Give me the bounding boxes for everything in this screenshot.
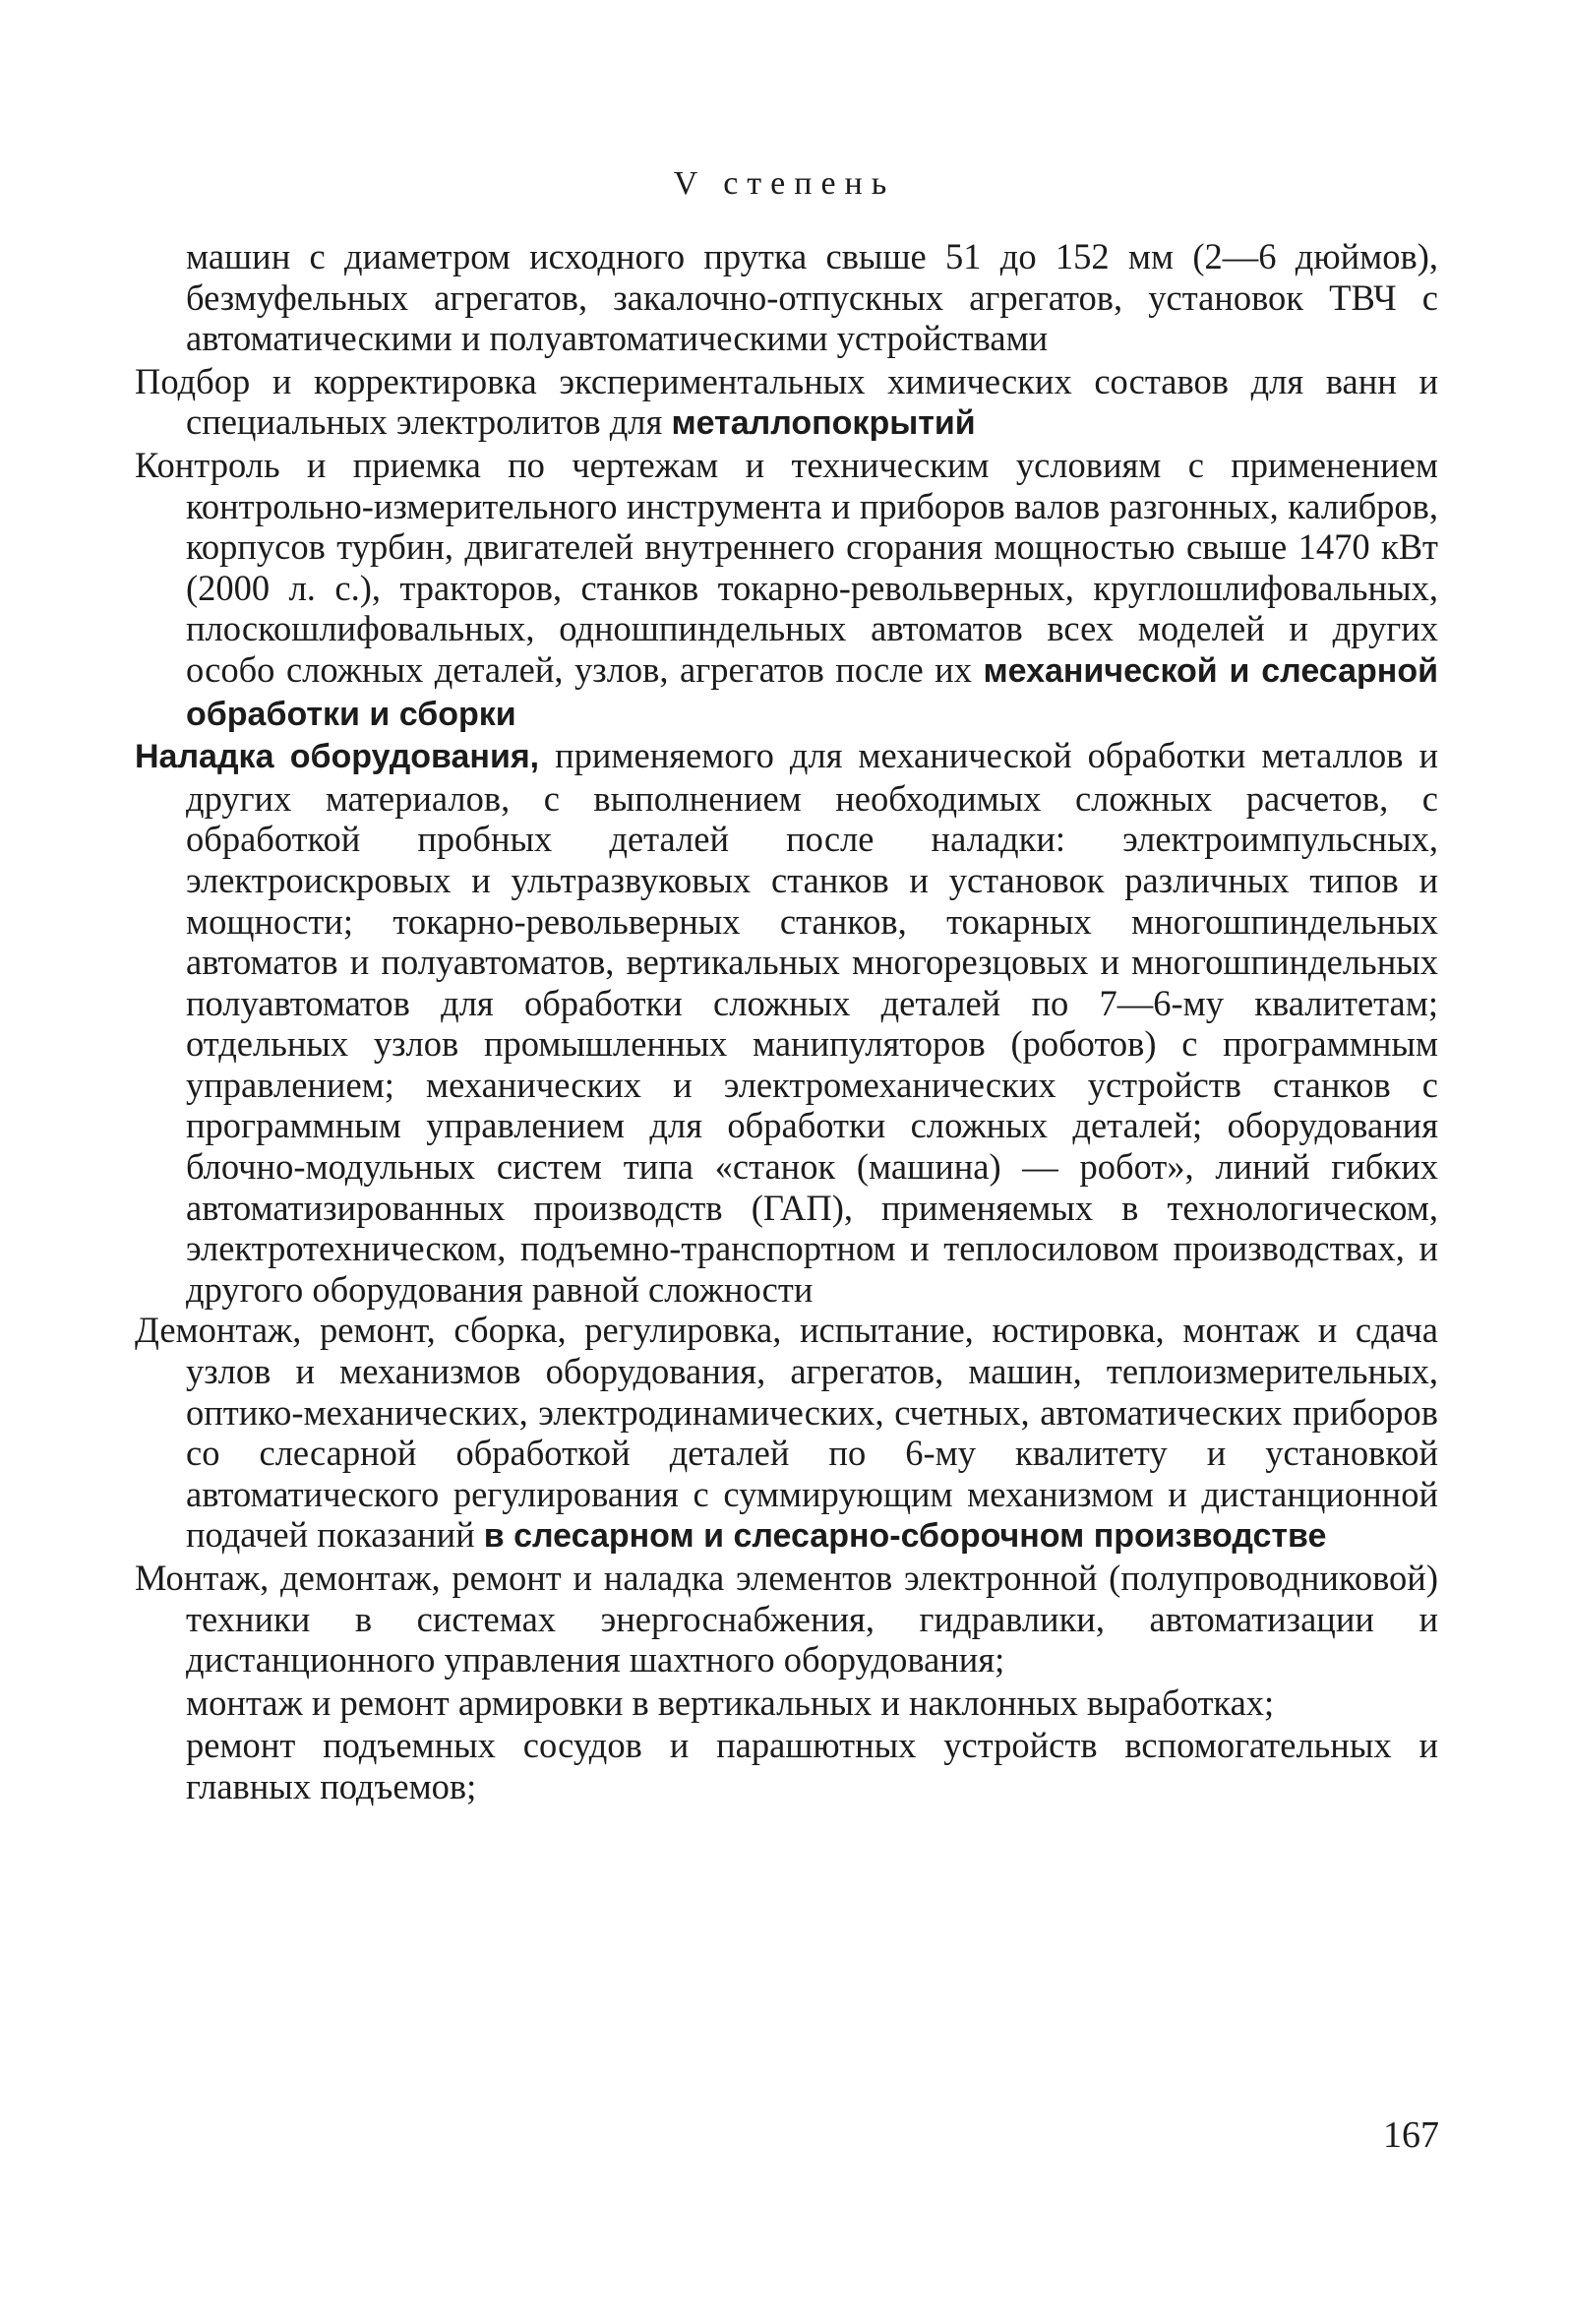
paragraph-entry <box>135 1558 1438 1682</box>
paragraph-text: монтаж и ремонт армировки в вертикальных и наклонных выработках; <box>186 1682 1275 1723</box>
paragraph-text: Подбор и корректировка экспериментальных химических составов для ванн и специальных электролитов для <box>135 360 1438 443</box>
paragraph-entry <box>135 1310 1438 1558</box>
paragraph-text: Контроль и приемка по чертежам и техническим условиям с применением контрольно-измерительного инструмента и приборов валов разгонных, калибров, корпусов турбин, двигателей внутреннего сгорания мощностью свыше 1470 кВт (2000 л. с.), тракторов, станков токарно-револьверных, круглошлифовальных, плоскошлифовальных, одношпиндельных автоматов всех моделей и других особо сложных деталей, узлов, агрегатов после их <box>135 444 1438 690</box>
paragraph-text: применяемого для механической обработки металлов и других материалов, с выполнением необходимых сложных расчетов, с обработкой пробных деталей после наладки: электроимпульсных, электроискровых и ультразвуковых станков и установок различных типов и мощности; токарно-револьверных станков, токарных многошпиндельных автоматов и полуавтоматов, вертикальных многорезцовых и многошпиндельных полуавтоматов для обработки сложных деталей по 7—6-му квалитетам; отдельных узлов промышленных манипуляторов (роботов) с программным управлением; механических и электромеханических устройств станков с программным управлением для обработки сложных деталей; оборудования блочно-модульных систем типа «станок (машина) — робот», линий гибких автоматизированных производств (ГАП), применяемых в технологическом, электротехническом, подъемно-транспортном и теплосиловом производствах, и другого оборудования равной сложности <box>186 735 1439 1310</box>
paragraph-entry <box>135 361 1438 445</box>
paragraph-entry <box>135 445 1438 735</box>
paragraph-bold: в слесарном и слесарно-сборочном производстве <box>483 1517 1327 1556</box>
running-title: V степень <box>673 165 896 202</box>
page-number: 167 <box>1383 2114 1439 2156</box>
paragraph-text: машин с диаметром исходного прутка свыше 51 до 152 мм (2—6 дюймов), безмуфельных агрегатов, закалочно-отпускных агрегатов, установок ТВЧ с автоматическими и полуавтоматическими устройствами <box>186 236 1438 359</box>
paragraph-bold: механической и слесарной обработки и сборки <box>186 651 1438 733</box>
paragraph-text: Демонтаж, ремонт, сборка, регулировка, испытание, юстировка, монтаж и сдача узлов и механизмов оборудования, агрегатов, машин, теплоизмерительных, оптико-механических, электродинамических, счетных, автоматических приборов со слесарной обработкой деталей по 6-му квалитету и установкой автоматического регулирования с суммирующим механизмом и дистанционной подачей показаний <box>135 1310 1438 1556</box>
paragraph-bold: металлопокрытий <box>671 404 976 443</box>
paragraph-text: Монтаж, демонтаж, ремонт и наладка элементов электронной (полупроводниковой) техники в системах энергоснабжения, гидравлики, автоматизации и дистанционного управления шахтного оборудования; <box>135 1558 1438 1681</box>
paragraph-text: ремонт подъемных сосудов и парашютных устройств вспомогательных и главных подъемов; <box>186 1725 1438 1806</box>
paragraph-subitem <box>135 1682 1438 1726</box>
paragraph-continuation <box>135 236 1438 361</box>
page-body <box>135 236 1438 1809</box>
paragraph-subitem <box>135 1725 1438 1808</box>
paragraph-bold: Наладка оборудования, <box>135 738 540 776</box>
paragraph-entry <box>135 735 1438 1310</box>
